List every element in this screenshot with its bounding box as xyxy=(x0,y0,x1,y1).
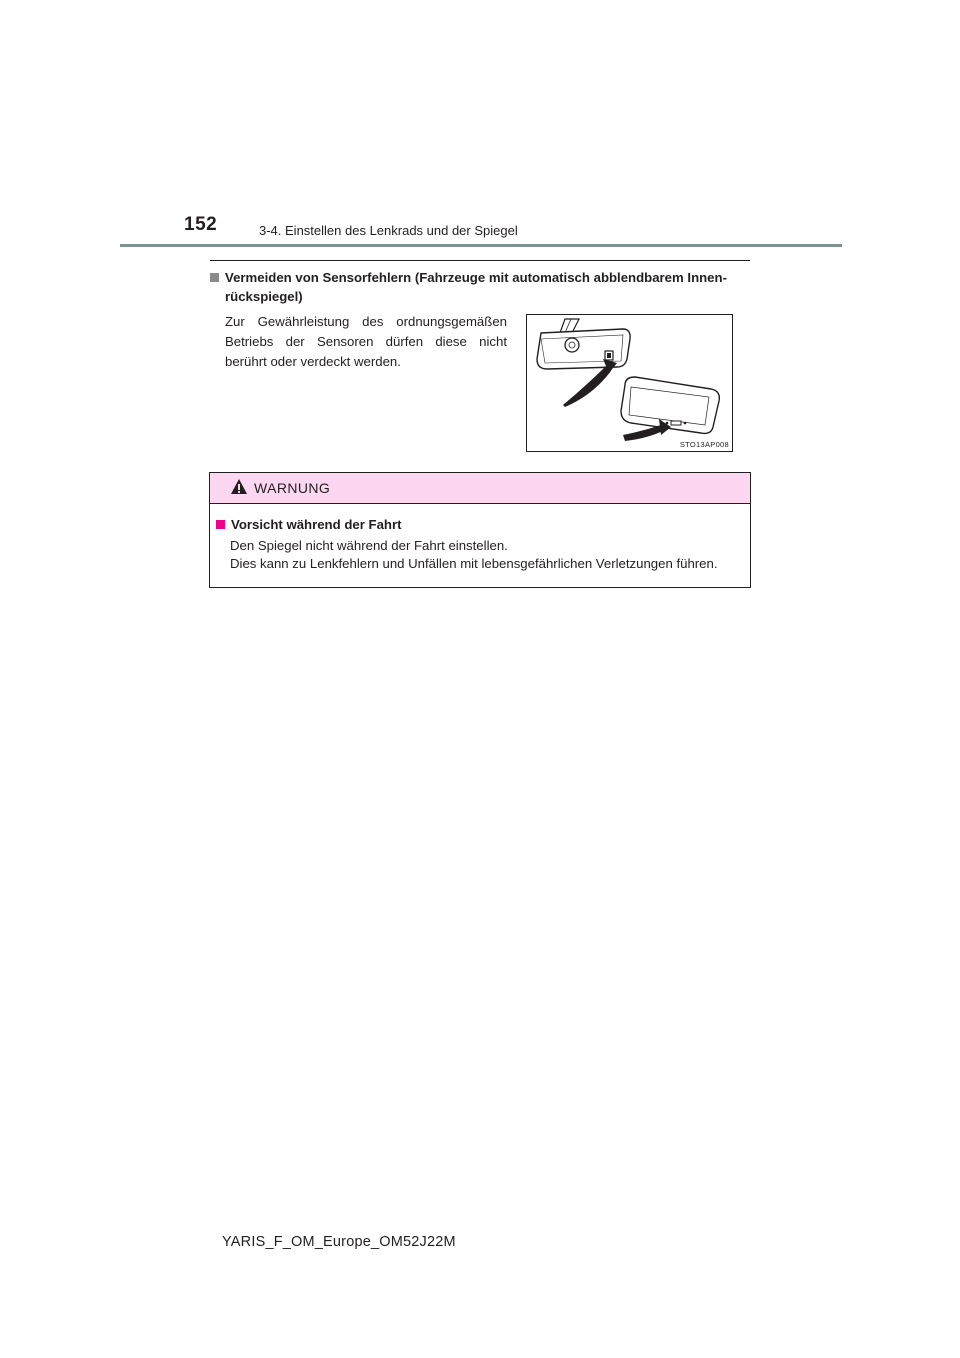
warning-header xyxy=(210,473,750,504)
warning-item-heading xyxy=(216,517,402,532)
subsection-heading xyxy=(210,268,750,306)
section-title: 3-4. Einstellen des Lenkrads und der Spiegel xyxy=(259,223,518,238)
subsection-rule xyxy=(210,260,750,261)
heading-line-2: rückspiegel) xyxy=(225,289,303,304)
mirror-sensor-figure xyxy=(526,314,733,452)
warning-triangle-icon xyxy=(230,478,248,500)
footer-doc-id: YARIS_F_OM_Europe_OM52J22M xyxy=(222,1234,456,1250)
heading-bullet-icon xyxy=(210,273,219,282)
rearview-mirror-illustration xyxy=(527,315,732,451)
warning-line-2: Dies kann zu Lenkfehlern und Unfällen mit lebensgefährlichen Verletzungen führen. xyxy=(230,556,718,571)
header-rule xyxy=(120,244,842,247)
subsection-body: Zur Gewährleistung des ordnungsgemäßen Betriebs der Sensoren dürfen diese nicht berührt oder verdeckt werden. xyxy=(225,314,507,369)
figure-code: STO13AP008 xyxy=(679,440,729,449)
warning-item-heading-text: Vorsicht während der Fahrt xyxy=(231,517,402,532)
heading-line-1: Vermeiden von Sensorfehlern (Fahrzeuge mit automatisch abblendbarem Innen- xyxy=(225,270,727,285)
warning-line-1: Den Spiegel nicht während der Fahrt einstellen. xyxy=(230,538,508,553)
warning-box xyxy=(209,472,751,588)
warning-title: WARNUNG xyxy=(254,480,331,496)
page-number: 152 xyxy=(184,214,218,235)
warning-bullet-icon xyxy=(216,520,225,529)
